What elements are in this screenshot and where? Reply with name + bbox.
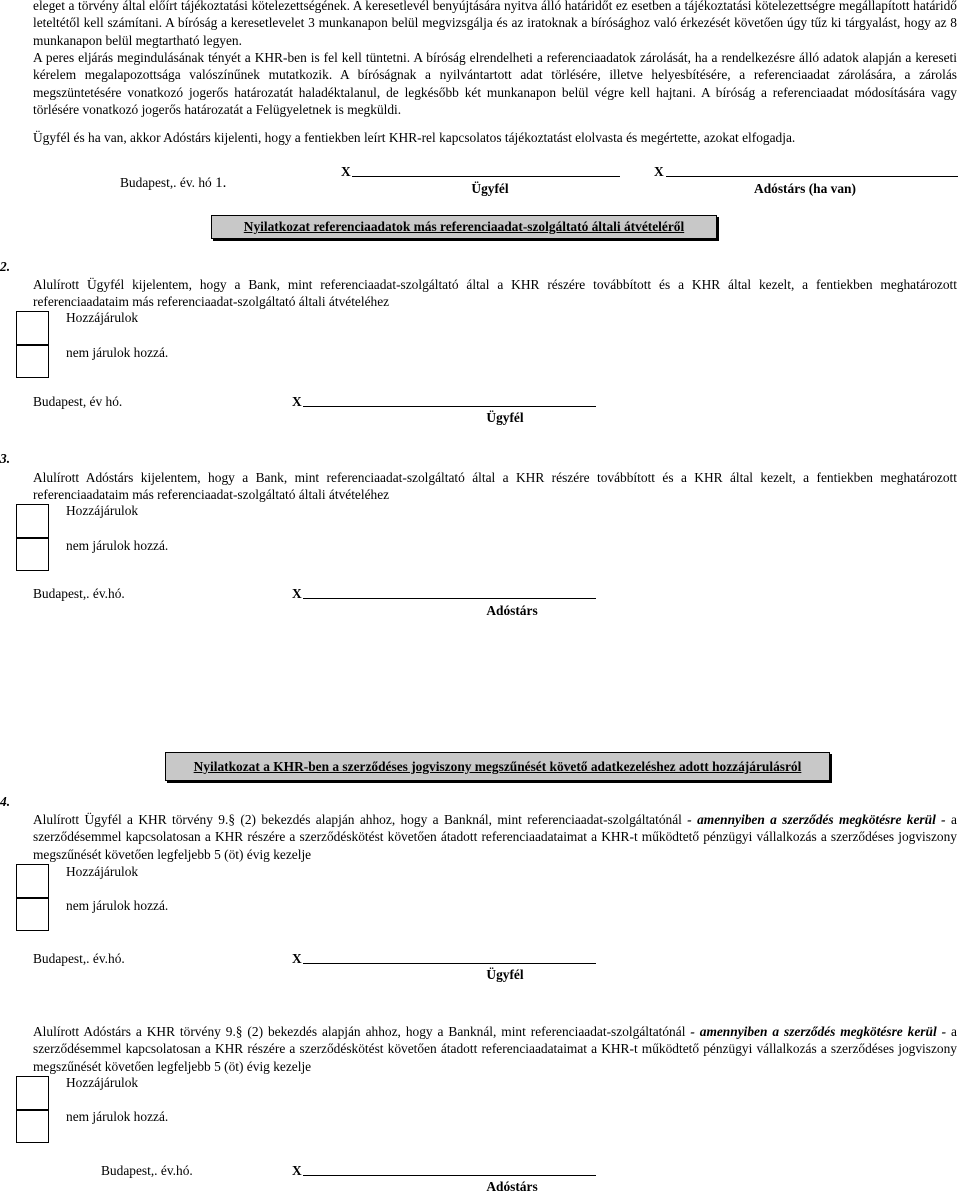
- signature-label-coborrower: Adóstárs: [486, 603, 538, 618]
- signature-x-mark: X: [654, 164, 664, 179]
- signature-place-date: Budapest,. év.hó.: [33, 586, 125, 601]
- signature-line-coborrower[interactable]: [303, 598, 596, 599]
- consent-checkbox-yes[interactable]: [16, 1076, 49, 1110]
- banner-title: Nyilatkozat a KHR-ben a szerződéses jogviszony megszűnését követő adatkezeléshez adott hozzájárulásról: [193, 759, 802, 774]
- consent-checkbox-yes[interactable]: [16, 311, 49, 345]
- section-2-text: Alulírott Ügyfél kijelentem, hogy a Bank, mint referenciaadat-szolgáltató által a KHR részére továbbított és a KHR által kezelt, a fentiekben meghatározott referenciaadataim más referenciaadat-szolgáltató általi átvételéhez: [33, 277, 957, 310]
- signature-label-client: Ügyfél: [486, 967, 524, 982]
- signature-label-client: Ügyfél: [486, 410, 524, 425]
- signature-line-coborrower[interactable]: [303, 1175, 596, 1176]
- signature-line-client[interactable]: [303, 406, 596, 407]
- signature-line-client[interactable]: [352, 176, 620, 177]
- signature-place-date: [120, 174, 226, 192]
- option-decline-label: nem járulok hozzá.: [66, 1109, 169, 1124]
- signature-line-client[interactable]: [303, 963, 596, 964]
- acknowledgement-text: Ügyfél és ha van, akkor Adóstárs kijelenti, hogy a fentiekben leírt KHR-rel kapcsolatos tájékoztatást elolvasta és megértette, azokat elfogadja.: [33, 130, 796, 145]
- consent-checkbox-no[interactable]: [16, 537, 49, 571]
- section-3-text: Alulírott Adóstárs kijelentem, hogy a Bank, mint referenciaadat-szolgáltató által a KHR részére továbbított és a KHR által kezelt, a fentiekben meghatározott referenciaadataim más referenciaadat-szolgáltató általi átvételéhez: [33, 470, 957, 503]
- section-number: 2.: [0, 259, 11, 274]
- option-consent-label: Hozzájárulok: [66, 1075, 139, 1090]
- consent-checkbox-no[interactable]: [16, 344, 49, 378]
- signature-label-coborrower: Adóstárs: [486, 1179, 538, 1194]
- option-consent-label: Hozzájárulok: [66, 503, 139, 518]
- option-consent-label: Hozzájárulok: [66, 310, 139, 325]
- place-date-day: 1.: [215, 175, 227, 191]
- signature-x-mark: X: [341, 164, 351, 179]
- signature-x-mark: X: [292, 1163, 302, 1178]
- section-4-text: Alulírott Ügyfél a KHR törvény 9.§ (2) bekezdés alapján ahhoz, hogy a Banknál, mint referenciaadat-szolgáltatónál - amennyiben a szerződés megkötésre kerül - a szerződésemmel kapcsolatosan a KHR részére a szerződéskötést követően átadott referenciaadataimat a KHR-t működtető pénzügyi vállalkozás a szerződéses jogviszony megszűnését követően legfeljebb 5 (öt) évig kezelje: [33, 812, 957, 862]
- consent-checkbox-no[interactable]: [16, 897, 49, 931]
- signature-label-client: Ügyfél: [471, 181, 509, 196]
- option-decline-label: nem járulok hozzá.: [66, 538, 169, 553]
- signature-place-date: Budapest,. év.hó.: [33, 951, 125, 966]
- signature-x-mark: X: [292, 394, 302, 409]
- option-decline-label: nem járulok hozzá.: [66, 345, 169, 360]
- section-banner-post-contract: [165, 752, 830, 781]
- intro-paragraph-2: A peres eljárás megindulásának tényét a KHR-ben is fel kell tüntetni. A bíróság elrendelheti a referenciaadatok zárolását, ha a rendelkezésre álló adatok alapján a kereseti kérelem megalapozottsága valószínűnek mutatkozik. A bíróságnak a nyilvántartott adat törlésére, illetve helyesbítésére, a referenciaadat zárolására, a zárolás megszüntetésére vonatkozó jogerős határozatát haladéktalanul, de legkésőbb két munkanapon belül végre kell hajtani. A bíróság a referenciaadat módosítására vagy törlésére vonatkozó jogerős határozatát a Felügyeletnek is megküldi.: [33, 50, 957, 118]
- signature-label-coborrower: Adóstárs (ha van): [754, 181, 856, 196]
- section-banner-data-transfer: [211, 215, 717, 239]
- consent-checkbox-yes[interactable]: [16, 864, 49, 898]
- signature-line-coborrower[interactable]: [666, 176, 958, 177]
- section-number: 4.: [0, 794, 11, 809]
- option-decline-label: nem járulok hozzá.: [66, 898, 169, 913]
- signature-place-date: Budapest, év hó.: [33, 394, 123, 409]
- signature-x-mark: X: [292, 586, 302, 601]
- section-number: 3.: [0, 451, 11, 466]
- signature-place-date: Budapest,. év.hó.: [101, 1163, 193, 1178]
- place-date-text: Budapest,. év. hó: [120, 175, 212, 190]
- consent-checkbox-no[interactable]: [16, 1109, 49, 1143]
- consent-checkbox-yes[interactable]: [16, 504, 49, 538]
- intro-paragraph-1: eleget a törvény által előírt tájékoztatási kötelezettségének. A keresetlevél benyújtására nyitva álló határidőt ez esetben a tájékoztatási kötelezettségre megállapított határidő leteltétől kell számítani. A bíróság a keresetlevelet 3 munkanapon belül megvizsgálja és az iratoknak a bírósághoz való érkezését követően úgy tűz ki tárgyalást, hogy az 8 munkanapon belül megtartható legyen.: [33, 0, 957, 48]
- section-5-text: Alulírott Adóstárs a KHR törvény 9.§ (2) bekezdés alapján ahhoz, hogy a Banknál, mint referenciaadat-szolgáltatónál - amennyiben a szerződés megkötésre kerül - a szerződésemmel kapcsolatosan a KHR részére a szerződéskötést követően átadott referenciaadataimat a KHR-t működtető pénzügyi vállalkozás a szerződéses jogviszony megszűnését követően legfeljebb 5 (öt) évig kezelje: [33, 1024, 957, 1074]
- signature-x-mark: X: [292, 951, 302, 966]
- option-consent-label: Hozzájárulok: [66, 864, 139, 879]
- banner-title: Nyilatkozat referenciaadatok más referenciaadat-szolgáltató általi átvételéről: [243, 219, 685, 234]
